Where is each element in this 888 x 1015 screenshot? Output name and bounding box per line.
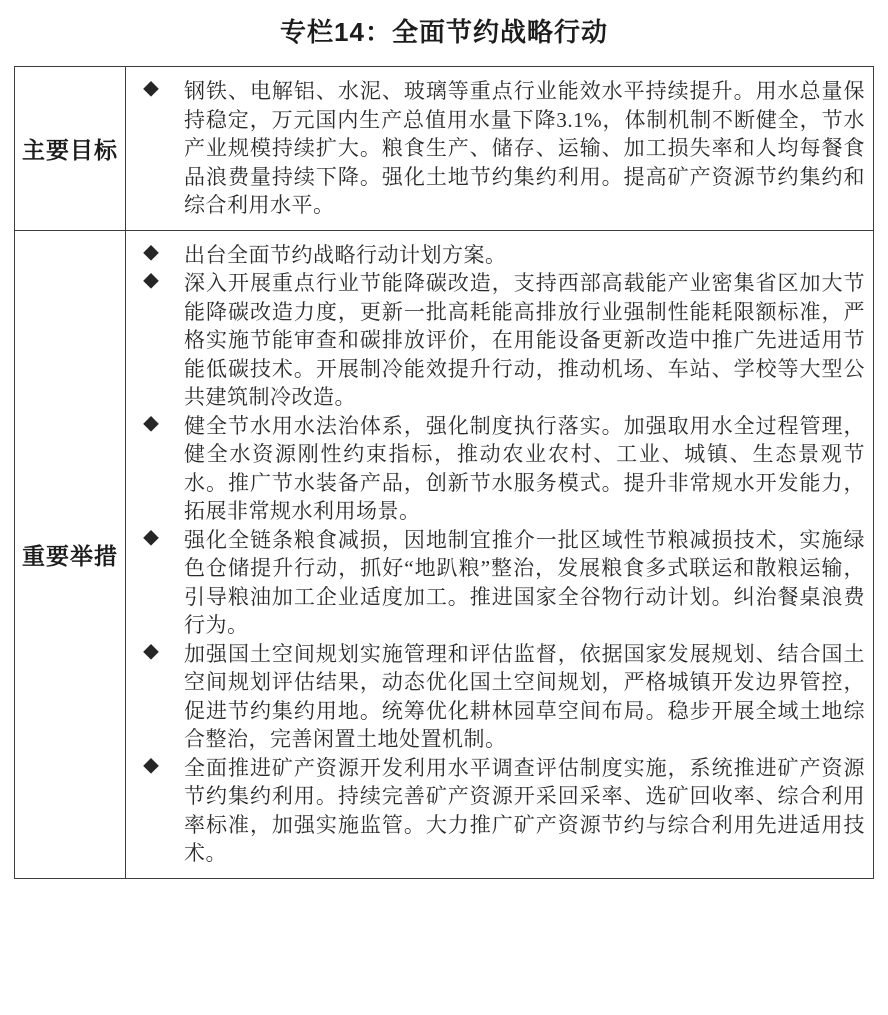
row-content-cell: [126, 230, 874, 878]
table-row: [15, 67, 874, 231]
diamond-bullet-icon: ◆: [143, 82, 160, 99]
row-label: 主要目标: [15, 67, 126, 231]
bullet-item: [136, 241, 865, 270]
diamond-bullet-icon: ◆: [143, 644, 160, 662]
strategy-table-body: [15, 67, 874, 879]
bullet-item: [136, 754, 865, 868]
diamond-bullet-icon: ◆: [143, 274, 160, 291]
bullet-text: 健全节水用水法治体系，强化制度执行落实。加强取用水全过程管理，健全水资源刚性约束指标，推动农业农村、工业、城镇、生态景观节水。推广节水装备产品，创新节水服务模式。提升非常规水开发能力，拓展非常规水利用场景。: [184, 413, 865, 523]
bullet-list: [136, 77, 865, 220]
table-row: [15, 230, 874, 878]
bullet-text: 出台全面节约战略行动计划方案。: [184, 242, 507, 267]
bullet-text: 钢铁、电解铝、水泥、玻璃等重点行业能效水平持续提升。用水总量保持稳定，万元国内生产总值用水量下降3.1%，体制机制不断健全，节水产业规模持续扩大。粮食生产、储存、运输、加工损失率和人均每餐食品浪费量持续下降。强化土地节约集约利用。提高矿产资源节约集约和综合利用水平。: [184, 79, 865, 217]
diamond-bullet-icon: ◆: [143, 245, 160, 263]
bullet-item: [136, 526, 865, 640]
bullet-text: 深入开展重点行业节能降碳改造，支持西部高载能产业密集省区加大节能降碳改造力度，更新一批高耗能高排放行业强制性能耗限额标准，严格实施节能审查和碳排放评价，在用能设备更新改造中推广先进适用节能低碳技术。开展制冷能效提升行动，推动机场、车站、学校等大型公共建筑制冷改造。: [184, 271, 865, 409]
diamond-bullet-icon: ◆: [143, 416, 160, 434]
row-label: 重要举措: [15, 230, 126, 878]
diamond-bullet-icon: ◆: [143, 530, 160, 548]
row-content-cell: [126, 67, 874, 231]
box-title: 专栏14：全面节约战略行动: [280, 17, 608, 47]
bullet-list: [136, 241, 865, 868]
diamond-bullet-icon: ◆: [143, 758, 160, 776]
bullet-item: [136, 640, 865, 754]
bullet-text: 强化全链条粮食减损，因地制宜推介一批区域性节粮减损技术，实施绿色仓储提升行动，抓好“地趴粮”整治，发展粮食多式联运和散粮运输，引导粮油加工企业适度加工。推进国家全谷物行动计划。纠治餐桌浪费行为。: [184, 527, 865, 637]
bullet-item: [136, 77, 865, 220]
bullet-item: [136, 269, 865, 412]
bullet-text: 加强国土空间规划实施管理和评估监督，依据国家发展规划、结合国土空间规划评估结果，动态优化国土空间规划，严格城镇开发边界管控，促进节约集约用地。统筹优化耕林园草空间布局。稳步开展全域土地综合整治，完善闲置土地处置机制。: [184, 641, 865, 751]
bullet-item: [136, 412, 865, 526]
bullet-text: 全面推进矿产资源开发利用水平调查评估制度实施，系统推进矿产资源节约集约利用。持续完善矿产资源开采回采率、选矿回收率、综合利用率标准，加强实施监管。大力推广矿产资源节约与综合利用先进适用技术。: [184, 755, 865, 865]
strategy-box-table: [14, 66, 874, 879]
